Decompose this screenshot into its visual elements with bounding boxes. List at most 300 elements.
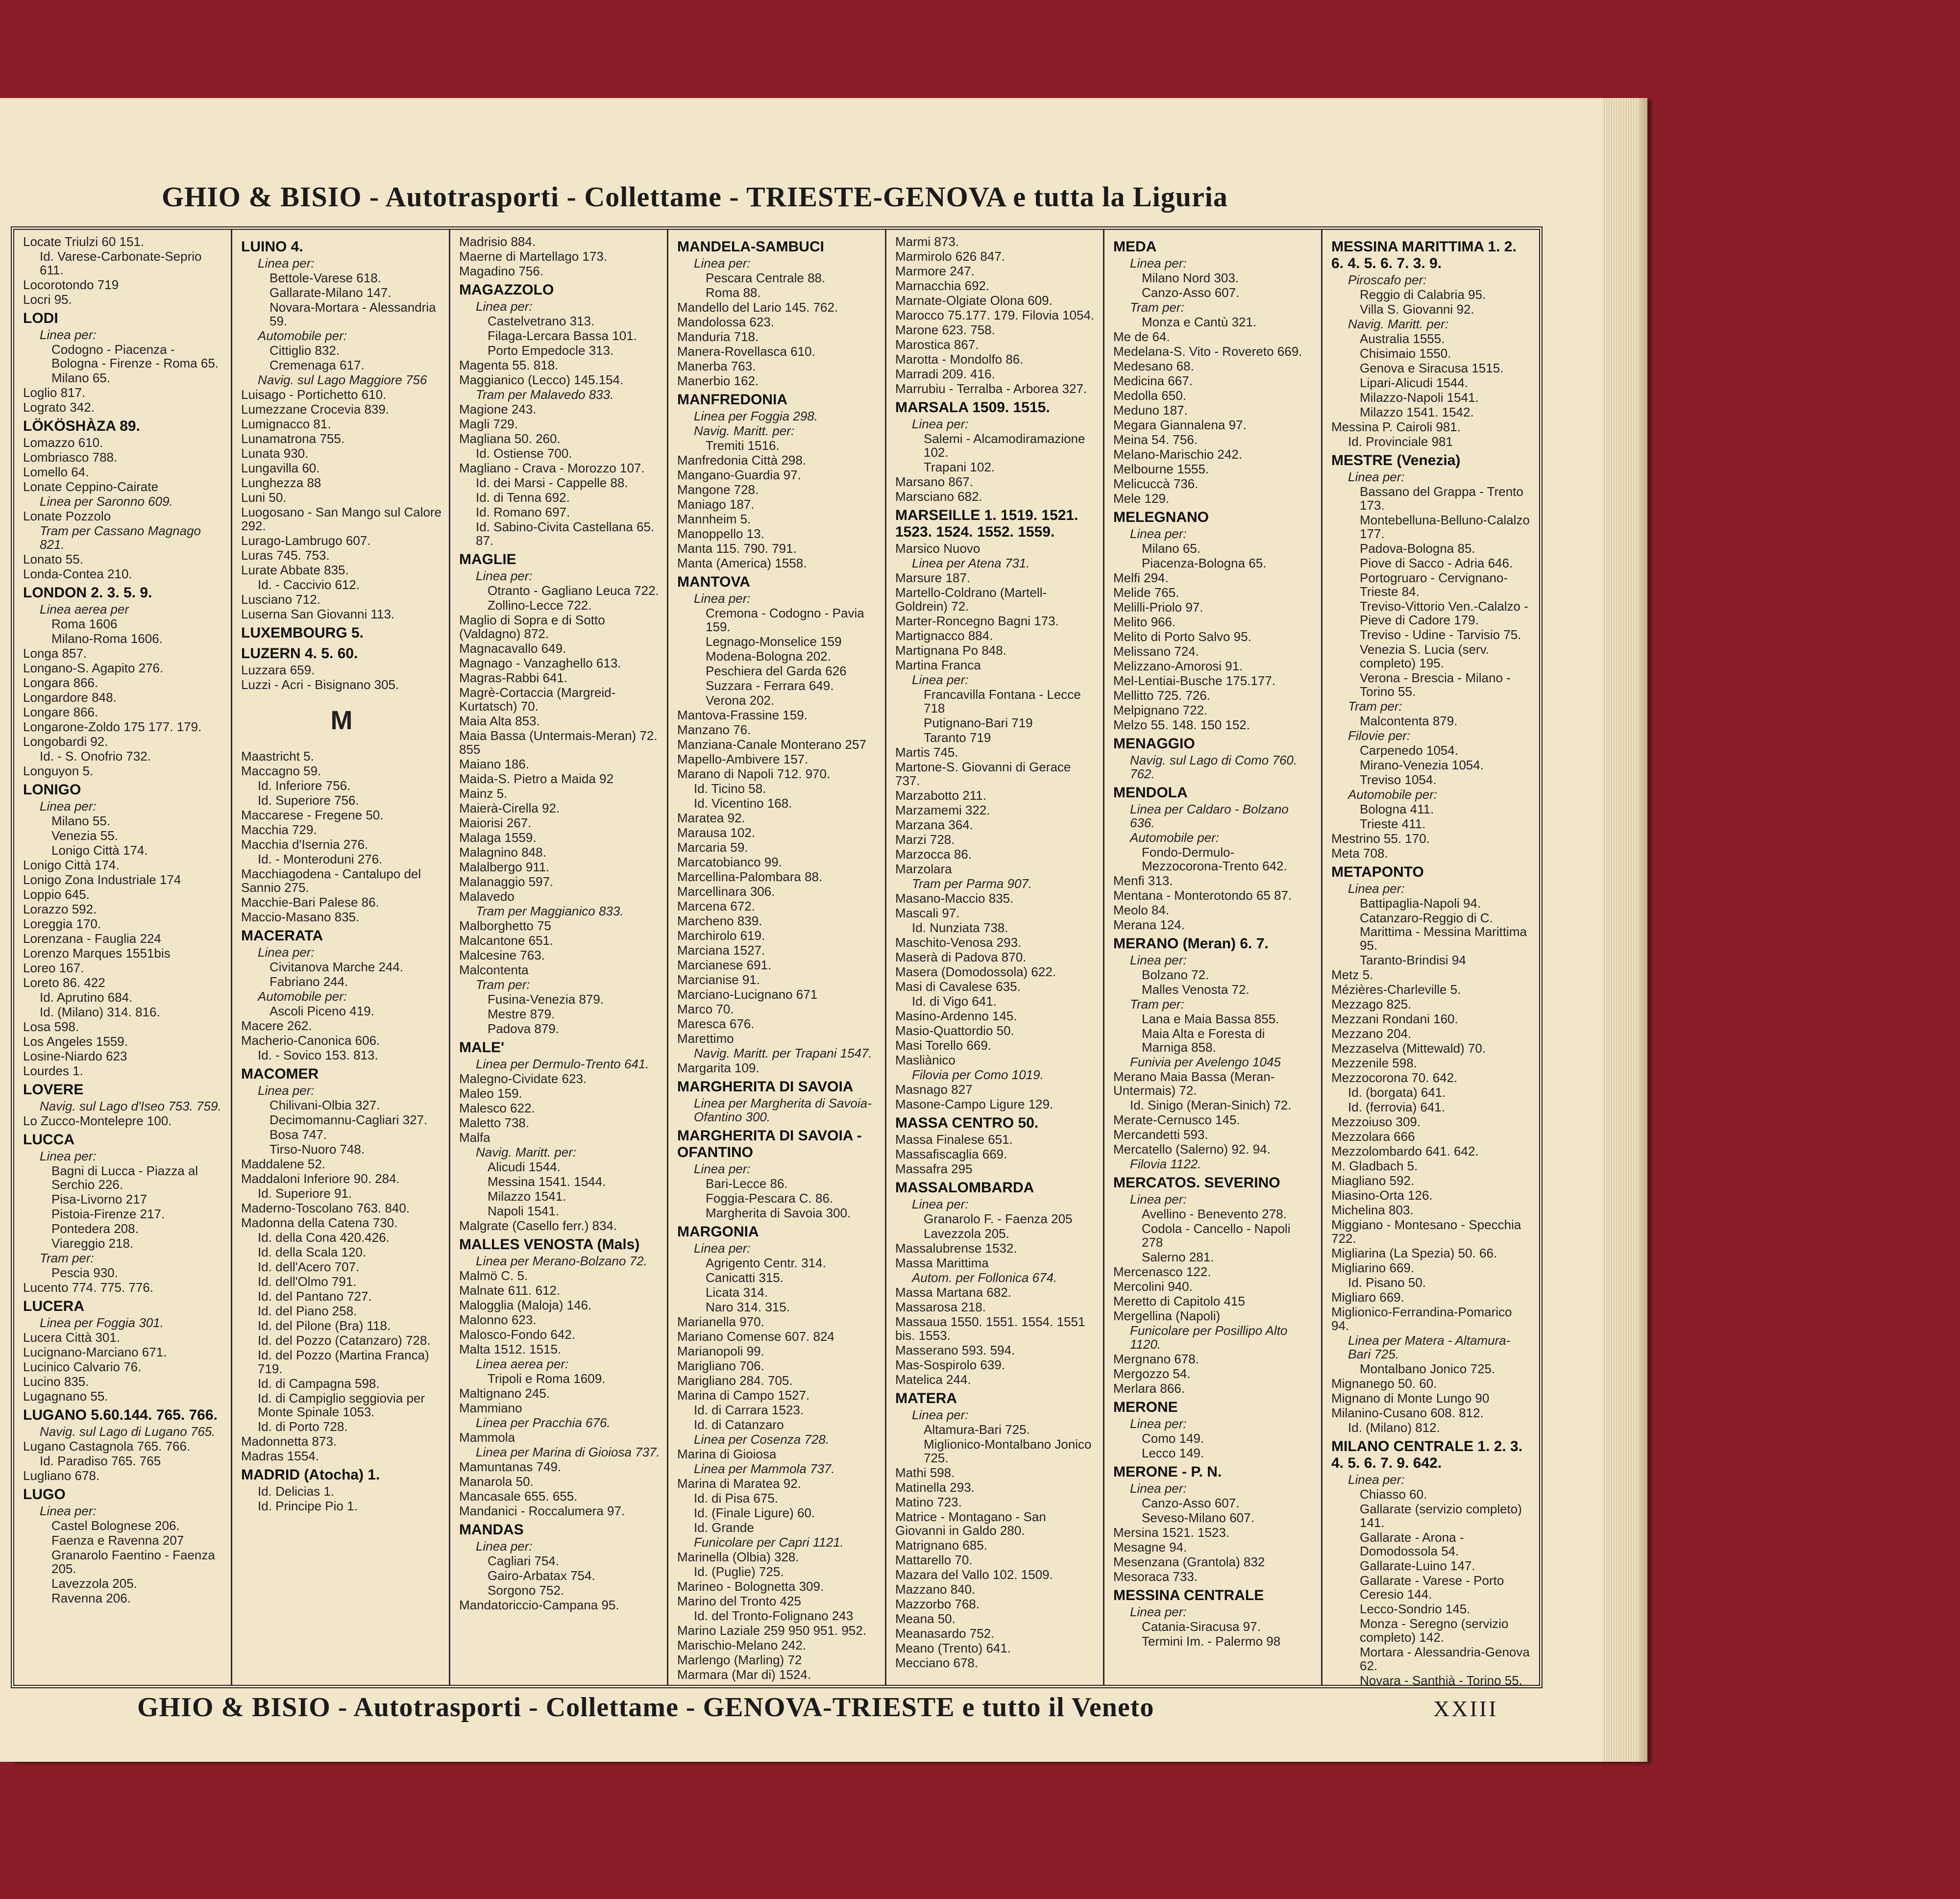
route-type-label: Funicolare per Posillipo Alto 1120. bbox=[1130, 1323, 1288, 1352]
directory-entry: Lorenzana - Fauglia 224 bbox=[23, 931, 161, 946]
directory-entry: Marcellinara 306. bbox=[677, 884, 775, 899]
directory-entry: Maleo 159. bbox=[459, 1086, 522, 1101]
directory-entry: Meano (Trento) 641. bbox=[895, 1641, 1011, 1655]
sub-entry: Milano 65. bbox=[1142, 541, 1200, 556]
directory-entry: Margarita 109. bbox=[677, 1060, 760, 1075]
directory-entry: Lurago-Lambrugo 607. bbox=[241, 533, 371, 548]
directory-entry: Lumezzane Crocevia 839. bbox=[241, 402, 390, 417]
directory-entry: Maderno-Toscolano 763. 840. bbox=[241, 1201, 410, 1215]
directory-entry: Luzzi - Acri - Bisignano 305. bbox=[241, 677, 399, 692]
sub-entry: Milano Nord 303. bbox=[1142, 271, 1239, 285]
station-heading: MENDOLA bbox=[1113, 785, 1188, 801]
page-footer: GHIO & BISIO - Autotrasporti - Collettame - GENOVA-TRIESTE e tutto il Veneto bbox=[137, 1692, 1154, 1723]
directory-entry: Luogosano - San Mango sul Calore 292. bbox=[241, 505, 442, 533]
route-type-label: Linea per: bbox=[912, 672, 969, 687]
directory-entry: Migliarino 669. bbox=[1331, 1260, 1415, 1275]
route-type-label: Tram per: bbox=[1130, 300, 1184, 315]
sub-entry: Id. di Carrara 1523. bbox=[694, 1403, 804, 1417]
directory-entry: Loppio 645. bbox=[23, 887, 90, 902]
station-heading: MERCATOS. SEVERINO bbox=[1113, 1175, 1280, 1191]
directory-entry: Maggianico (Lecco) 145.154. bbox=[459, 372, 624, 387]
sub-entry: Pontedera 208. bbox=[51, 1221, 139, 1236]
directory-entry: Lonigo Zona Industriale 174 bbox=[23, 872, 181, 887]
station-heading: LUCCA bbox=[23, 1132, 74, 1148]
sub-entry: Roma 88. bbox=[706, 285, 761, 300]
directory-entry: Maddaloni Inferiore 90. 284. bbox=[241, 1171, 400, 1186]
station-heading: MERANO (Meran) 6. 7. bbox=[1113, 936, 1269, 952]
directory-entry: Maccarese - Fregene 50. bbox=[241, 808, 384, 822]
route-type-label: Linea per: bbox=[1130, 526, 1187, 541]
sub-entry: Canzo-Asso 607. bbox=[1142, 1496, 1240, 1510]
directory-entry: Mattarello 70. bbox=[895, 1553, 973, 1567]
station-heading: MENAGGIO bbox=[1113, 736, 1195, 752]
directory-entry: Marradi 209. 416. bbox=[895, 367, 995, 381]
sub-entry: Id. di Porto 728. bbox=[258, 1419, 348, 1434]
sub-entry: Mestre 879. bbox=[488, 1007, 555, 1021]
station-heading: MASSA CENTRO 50. bbox=[895, 1115, 1039, 1131]
sub-entry: Id. Sinigo (Meran-Sinich) 72. bbox=[1130, 1098, 1292, 1112]
route-type-label: Linea per Merano-Bolzano 72. bbox=[476, 1254, 647, 1268]
directory-entry: Magrè-Cortaccia (Margreid-Kurtatsch) 70. bbox=[459, 685, 616, 714]
directory-entry: Masi Torello 669. bbox=[895, 1038, 992, 1053]
directory-entry: Lombriasco 788. bbox=[23, 450, 118, 465]
directory-entry: Masino-Ardenno 145. bbox=[895, 1009, 1017, 1023]
directory-entry: Megara Giannalena 97. bbox=[1113, 418, 1247, 432]
directory-entry: Lunamatrona 755. bbox=[241, 431, 345, 446]
route-type-label: Linea per Cosenza 728. bbox=[694, 1432, 830, 1447]
station-heading: MALLES VENOSTA (Mals) bbox=[459, 1236, 640, 1253]
directory-entry: Lomazzo 610. bbox=[23, 435, 103, 450]
directory-entry: Malogglia (Maloja) 146. bbox=[459, 1298, 592, 1312]
directory-entry: Mecciano 678. bbox=[895, 1655, 979, 1670]
directory-entry: Masano-Maccio 835. bbox=[895, 891, 1014, 906]
page-header: GHIO & BISIO - Autotrasporti - Collettame - TRIESTE-GENOVA e tutta la Liguria bbox=[162, 181, 1228, 213]
route-type-label: Automobile per: bbox=[258, 328, 347, 343]
sub-entry: Decimomannu-Cagliari 327. bbox=[270, 1112, 428, 1127]
station-heading: MILANO CENTRALE 1. 2. 3. 4. 5. 6. 7. 9. 642. bbox=[1331, 1438, 1523, 1471]
directory-entry: Mignano di Monte Lungo 90 bbox=[1331, 1391, 1490, 1406]
sub-entry: Gallarate - Varese - Porto Ceresio 144. bbox=[1360, 1573, 1504, 1602]
route-type-label: Linea aerea per bbox=[40, 602, 129, 617]
directory-entry: Medicina 667. bbox=[1113, 373, 1193, 388]
route-type-label: Tram per: bbox=[1130, 997, 1184, 1011]
directory-entry: Malgrate (Casello ferr.) 834. bbox=[459, 1218, 617, 1233]
station-heading: LUGO bbox=[23, 1486, 66, 1503]
directory-entry: Longano-S. Agapito 276. bbox=[23, 661, 164, 675]
directory-entry: Mersina 1521. 1523. bbox=[1113, 1525, 1230, 1540]
directory-entry: Luzzara 659. bbox=[241, 663, 315, 677]
directory-entry: Maserà di Padova 870. bbox=[895, 950, 1027, 964]
directory-entry: Marrubiu - Terralba - Arborea 327. bbox=[895, 381, 1087, 396]
directory-entry: Lonate Ceppino-Cairate bbox=[23, 479, 159, 494]
route-type-label: Linea per: bbox=[258, 256, 315, 271]
sub-entry: Id. dell'Olmo 791. bbox=[258, 1274, 357, 1289]
route-type-label: Linea per: bbox=[40, 799, 97, 814]
directory-entry: Mezzani Rondani 160. bbox=[1331, 1011, 1458, 1026]
sub-entry: Fusina-Venezia 879. bbox=[488, 992, 604, 1007]
directory-entry: Melpignano 722. bbox=[1113, 703, 1208, 717]
directory-entry: Mezzocorona 70. 642. bbox=[1331, 1070, 1458, 1085]
directory-entry: Marina di Maratea 92. bbox=[677, 1476, 801, 1491]
directory-entry: Marzabotto 211. bbox=[895, 788, 986, 803]
sub-entry: Catania-Siracusa 97. bbox=[1142, 1619, 1261, 1634]
directory-entry: Maastricht 5. bbox=[241, 749, 314, 764]
directory-entry: Malanaggio 597. bbox=[459, 874, 554, 889]
directory-entry: Maresca 676. bbox=[677, 1016, 755, 1031]
sub-entry: Carpenedo 1054. bbox=[1360, 743, 1458, 758]
directory-entry: Michelina 803. bbox=[1331, 1203, 1414, 1217]
directory-entry: Maddalene 52. bbox=[241, 1157, 326, 1171]
sub-entry: Reggio di Calabria 95. bbox=[1360, 287, 1486, 302]
sub-entry: Chilivani-Olbia 327. bbox=[270, 1098, 380, 1112]
sub-entry: Id. - Monteroduni 276. bbox=[258, 852, 383, 866]
sub-entry: Id. Aprutino 684. bbox=[40, 990, 133, 1005]
directory-entry: Melissano 724. bbox=[1113, 644, 1199, 659]
sub-entry: Bolzano 72. bbox=[1142, 967, 1209, 982]
directory-entry: Malagnino 848. bbox=[459, 845, 546, 860]
directory-entry: Malmö C. 5. bbox=[459, 1268, 528, 1283]
sub-entry: Pisa-Livorno 217 bbox=[51, 1192, 147, 1207]
station-heading: MEDA bbox=[1113, 239, 1157, 255]
route-type-label: Automobile per: bbox=[258, 989, 347, 1004]
sub-entry: Castelvetrano 313. bbox=[488, 314, 595, 328]
directory-column bbox=[14, 230, 232, 1685]
station-heading: MELEGNANO bbox=[1113, 509, 1209, 525]
directory-entry: Lugliano 678. bbox=[23, 1468, 100, 1483]
sub-entry: Porto Empedocle 313. bbox=[488, 343, 614, 358]
sub-entry: Canicatti 315. bbox=[706, 1270, 784, 1285]
directory-entry: Magnacavallo 649. bbox=[459, 641, 566, 656]
sub-entry: Id. Superiore 756. bbox=[258, 793, 359, 808]
directory-entry: Marsciano 682. bbox=[895, 489, 982, 504]
directory-entry: Lorenzo Marques 1551bis bbox=[23, 946, 171, 961]
sub-entry: Miglionico-Montalbano Jonico 725. bbox=[924, 1437, 1092, 1465]
directory-entry: Mezzolara 666 bbox=[1331, 1129, 1415, 1144]
route-type-label: Navig. Maritt. per: bbox=[476, 1145, 577, 1159]
sub-entry: Id. - Caccivio 612. bbox=[258, 577, 360, 592]
route-type-label: Linea per Atena 731. bbox=[912, 556, 1030, 570]
directory-entry: Massarosa 218. bbox=[895, 1300, 986, 1314]
directory-entry: Marzamemi 322. bbox=[895, 803, 990, 817]
directory-entry: Meanasardo 752. bbox=[895, 1626, 995, 1641]
directory-entry: Milanino-Cusano 608. 812. bbox=[1331, 1406, 1484, 1420]
directory-entry: Lonato 55. bbox=[23, 552, 83, 567]
station-heading: LOVERE bbox=[23, 1082, 84, 1098]
directory-entry: Meta 708. bbox=[1331, 846, 1388, 861]
directory-entry: Longa 857. bbox=[23, 646, 87, 661]
sub-entry: Milano-Roma 1606. bbox=[51, 631, 163, 646]
directory-entry: Mercolini 940. bbox=[1113, 1279, 1193, 1294]
directory-entry: Mammiano bbox=[459, 1401, 522, 1415]
sub-entry: Roma 1606 bbox=[51, 617, 118, 631]
sub-entry: Lana e Maia Bassa 855. bbox=[1142, 1011, 1279, 1026]
sub-entry: Suzzara - Ferrara 649. bbox=[706, 678, 834, 693]
route-type-label: Linea per: bbox=[1348, 881, 1405, 896]
directory-entry: Martina Franca bbox=[895, 658, 981, 672]
station-heading: MANDAS bbox=[459, 1522, 524, 1538]
directory-entry: Manta 115. 790. 791. bbox=[677, 541, 797, 556]
station-heading: MARSEILLE 1. 1519. 1521. 1523. 1524. 1552. 1559. bbox=[895, 507, 1078, 540]
sub-entry: Ravenna 206. bbox=[51, 1591, 131, 1605]
route-type-label: Navig. Maritt. per: bbox=[1348, 317, 1449, 331]
station-heading: MANTOVA bbox=[677, 574, 750, 590]
route-type-label: Linea per: bbox=[912, 1407, 969, 1422]
route-type-label: Automobile per: bbox=[1348, 787, 1438, 802]
station-heading: METAPONTO bbox=[1331, 864, 1424, 880]
directory-entry: Marano di Napoli 712. 970. bbox=[677, 766, 831, 781]
directory-entry: Masi di Cavalese 635. bbox=[895, 979, 1021, 994]
directory-entry: Meana 50. bbox=[895, 1611, 956, 1626]
directory-entry: Lograto 342. bbox=[23, 400, 95, 415]
directory-entry: Marostica 867. bbox=[895, 337, 979, 352]
directory-entry: Matrignano 685. bbox=[895, 1538, 987, 1553]
route-type-label: Linea per: bbox=[912, 1197, 969, 1211]
directory-entry: Mesagne 94. bbox=[1113, 1540, 1187, 1554]
station-heading: MESSINA MARITTIMA 1. 2. 6. 4. 5. 6. 7. 3. 9. bbox=[1331, 239, 1517, 271]
route-type-label: Tram per Cassano Magnago 821. bbox=[40, 523, 201, 552]
directory-entry: Mezzano 204. bbox=[1331, 1026, 1412, 1041]
sub-entry: Verona 202. bbox=[706, 693, 775, 708]
sub-entry: Id. di Pisa 675. bbox=[694, 1491, 778, 1505]
directory-entry: Mele 129. bbox=[1113, 491, 1170, 506]
sub-entry: Treviso - Udine - Tarvisio 75. bbox=[1360, 627, 1521, 642]
directory-entry: Massa Martana 682. bbox=[895, 1285, 1012, 1300]
directory-entry: Marzocca 86. bbox=[895, 847, 972, 862]
sub-entry: Id. Inferiore 756. bbox=[258, 778, 351, 793]
sub-entry: Trapani 102. bbox=[924, 460, 995, 474]
directory-entry: Massafiscaglia 669. bbox=[895, 1147, 1007, 1161]
sub-entry: Pescara Centrale 88. bbox=[706, 271, 826, 285]
sub-entry: Margherita di Savoia 300. bbox=[706, 1206, 851, 1220]
sub-entry: Id. Ticino 58. bbox=[694, 781, 766, 796]
directory-entry: Marnacchia 692. bbox=[895, 278, 990, 293]
sub-entry: Gallarate-Luino 147. bbox=[1360, 1558, 1475, 1573]
directory-entry: Magadino 756. bbox=[459, 264, 544, 278]
sub-entry: Id. (Milano) 314. 816. bbox=[40, 1005, 160, 1019]
sub-entry: Salemi - Alcamodiramazione 102. bbox=[924, 431, 1085, 460]
sub-entry: Peschiera del Garda 626 bbox=[706, 664, 847, 678]
directory-entry: Maniago 187. bbox=[677, 497, 755, 512]
directory-entry: Magione 243. bbox=[459, 402, 537, 417]
sub-entry: Id. di Campagna 598. bbox=[258, 1376, 380, 1391]
station-heading: LUGANO 5.60.144. 765. 766. bbox=[23, 1407, 218, 1423]
directory-entry: Manfredonia Città 298. bbox=[677, 453, 807, 468]
directory-column bbox=[668, 230, 886, 1685]
sub-entry: Id. (Puglie) 725. bbox=[694, 1564, 784, 1579]
directory-entry: Mandanici - Roccalumera 97. bbox=[459, 1504, 625, 1518]
directory-entry: Mentana - Monterotondo 65 87. bbox=[1113, 888, 1292, 903]
directory-entry: Luisago - Portichetto 610. bbox=[241, 387, 387, 402]
directory-column bbox=[1323, 230, 1539, 1685]
station-heading: MANDELA-SAMBUCI bbox=[677, 239, 824, 255]
directory-entry: Melizzano-Amorosi 91. bbox=[1113, 659, 1243, 673]
directory-entry: Miglionico-Ferrandina-Pomarico 94. bbox=[1331, 1305, 1512, 1333]
directory-entry: Marmi 873. bbox=[895, 234, 959, 249]
directory-entry: Martone-S. Giovanni di Gerace 737. bbox=[895, 760, 1071, 788]
directory-entry: Luras 745. 753. bbox=[241, 548, 330, 563]
route-type-label: Automobile per: bbox=[1130, 830, 1220, 845]
directory-entry: Mazzano 840. bbox=[895, 1582, 976, 1597]
directory-entry: Masserano 593. 594. bbox=[895, 1343, 1015, 1357]
sub-entry: Id. di Catanzaro bbox=[694, 1417, 784, 1432]
sub-entry: Cremenaga 617. bbox=[270, 358, 365, 372]
route-type-label: Tram per Parma 907. bbox=[912, 876, 1032, 891]
directory-entry: Martello-Coldrano (Martell-Goldrein) 72. bbox=[895, 585, 1047, 614]
directory-entry: Mezzoiuso 309. bbox=[1331, 1114, 1421, 1129]
sub-entry: Cremona - Codogno - Pavia 159. bbox=[706, 606, 864, 634]
directory-entry: Maia Alta 853. bbox=[459, 714, 540, 728]
directory-entry: Masera (Domodossola) 622. bbox=[895, 964, 1056, 979]
directory-entry: Menfi 313. bbox=[1113, 873, 1173, 888]
directory-entry: Lourdes 1. bbox=[23, 1063, 83, 1078]
directory-entry: Masone-Campo Ligure 129. bbox=[895, 1097, 1054, 1111]
directory-entry: Mammola bbox=[459, 1430, 515, 1445]
route-type-label: Linea per: bbox=[1130, 1192, 1187, 1207]
sub-entry: Gallarate - Arona - Domodossola 54. bbox=[1360, 1530, 1464, 1558]
directory-column bbox=[450, 230, 668, 1685]
directory-entry: Mainz 5. bbox=[459, 786, 508, 801]
directory-entry: Merano Maia Bassa (Meran-Untermais) 72. bbox=[1113, 1069, 1275, 1098]
sub-entry: Francavilla Fontana - Lecce 718 bbox=[924, 687, 1081, 715]
sub-entry: Naro 314. 315. bbox=[706, 1300, 790, 1314]
directory-entry: Loreto 86. 422 bbox=[23, 975, 105, 990]
directory-entry: Melilli-Priolo 97. bbox=[1113, 600, 1203, 615]
directory-entry: Malegno-Cividate 623. bbox=[459, 1071, 587, 1086]
directory-entry: Mel-Lentiai-Busche 175.177. bbox=[1113, 673, 1275, 688]
sub-entry: Pistoia-Firenze 217. bbox=[51, 1207, 165, 1221]
sub-entry: Napoli 1541. bbox=[488, 1204, 559, 1218]
directory-entry: Lorazzo 592. bbox=[23, 902, 97, 916]
directory-entry: Lucinico Calvario 76. bbox=[23, 1359, 142, 1374]
directory-entry: Lumignacco 81. bbox=[241, 417, 331, 431]
sub-entry: Treviso-Vittorio Ven.-Calalzo - Pieve di Cadore 179. bbox=[1360, 599, 1528, 627]
sub-entry: Zollino-Lecce 722. bbox=[488, 598, 592, 613]
directory-entry: Marmirolo 626 847. bbox=[895, 249, 1005, 264]
route-type-label: Autom. per Follonica 674. bbox=[912, 1270, 1057, 1285]
directory-entry: Marlengo (Marling) 72 bbox=[677, 1652, 802, 1667]
directory-entry: Manarola 50. bbox=[459, 1474, 534, 1489]
station-heading: LODI bbox=[23, 310, 58, 326]
directory-entry: Marina di Gioiosa bbox=[677, 1447, 777, 1461]
station-heading: MARSALA 1509. 1515. bbox=[895, 399, 1050, 416]
sub-entry: Novara - Santhià - Torino 55. bbox=[1360, 1673, 1522, 1685]
directory-entry: Madonnetta 873. bbox=[241, 1434, 337, 1449]
directory-entry: Maierà-Cirella 92. bbox=[459, 801, 560, 815]
directory-entry: Marianella 970. bbox=[677, 1314, 764, 1329]
sub-entry: Alicudi 1544. bbox=[488, 1159, 561, 1174]
route-type-label: Linea per: bbox=[1130, 1481, 1187, 1496]
route-type-label: Funivia per Avelengo 1045 bbox=[1130, 1055, 1281, 1069]
directory-entry: Matino 723. bbox=[895, 1495, 962, 1509]
route-type-label: Tram per Maggianico 833. bbox=[476, 904, 624, 918]
directory-entry: Lucera Città 301. bbox=[23, 1330, 121, 1345]
directory-entry: Matrice - Montagano - San Giovanni in Galdo 280. bbox=[895, 1509, 1046, 1538]
directory-entry: Marmore 247. bbox=[895, 264, 975, 278]
sub-entry: Taranto 719 bbox=[924, 730, 991, 745]
sub-entry: Taranto-Brindisi 94 bbox=[1360, 953, 1466, 967]
directory-entry: Maiorisi 267. bbox=[459, 815, 532, 830]
directory-entry: Marchirolo 619. bbox=[677, 928, 765, 943]
section-letter: M bbox=[330, 706, 353, 735]
directory-entry: Maccio-Masano 835. bbox=[241, 910, 360, 924]
directory-entry: Longarone-Zoldo 175 177. 179. bbox=[23, 719, 202, 734]
directory-entry: Lurate Abbate 835. bbox=[241, 563, 349, 577]
directory-entry: Londa-Contea 210. bbox=[23, 567, 132, 581]
route-type-label: Linea per Mammola 737. bbox=[694, 1461, 835, 1476]
sub-entry: Id. Ostiense 700. bbox=[476, 446, 572, 461]
directory-entry: Miagliano 592. bbox=[1331, 1173, 1415, 1188]
sub-entry: Id. Romano 697. bbox=[476, 505, 570, 519]
directory-entry: Marcianise 91. bbox=[677, 972, 760, 987]
directory-entry: Lugagnano 55. bbox=[23, 1389, 108, 1404]
sub-entry: Messina 1541. 1544. bbox=[488, 1174, 606, 1189]
directory-entry: Mangone 728. bbox=[677, 482, 759, 497]
directory-entry: Malnate 611. 612. bbox=[459, 1283, 561, 1298]
directory-entry: Medolla 650. bbox=[1113, 388, 1186, 403]
sub-entry: Malcontenta 879. bbox=[1360, 714, 1458, 728]
sub-entry: Avellino - Benevento 278. bbox=[1142, 1207, 1287, 1221]
directory-entry: Losine-Niardo 623 bbox=[23, 1049, 127, 1063]
route-type-label: Filovia per Como 1019. bbox=[912, 1067, 1044, 1082]
sub-entry: Id. Vicentino 168. bbox=[694, 796, 792, 811]
station-heading: MACOMER bbox=[241, 1066, 319, 1082]
directory-entry: Mergozzo 54. bbox=[1113, 1366, 1191, 1381]
sub-entry: Id. (Finale Ligure) 60. bbox=[694, 1505, 815, 1520]
sub-entry: Granarolo F. - Faenza 205 bbox=[924, 1211, 1073, 1226]
directory-entry: Maglio di Sopra e di Sotto (Valdagno) 872. bbox=[459, 613, 605, 641]
route-type-label: Linea per: bbox=[1130, 1604, 1187, 1619]
directory-entry: Magliano - Crava - Morozzo 107. bbox=[459, 461, 645, 475]
route-type-label: Linea per Caldaro - Bolzano 636. bbox=[1130, 802, 1289, 830]
sub-entry: Bagni di Lucca - Piazza al Serchio 226. bbox=[51, 1163, 198, 1192]
directory-entry: Metz 5. bbox=[1331, 967, 1373, 982]
directory-entry: Marineo - Bolognetta 309. bbox=[677, 1579, 824, 1594]
route-type-label: Linea per: bbox=[476, 1539, 533, 1554]
sub-entry: Filaga-Lercara Bassa 101. bbox=[488, 328, 637, 343]
directory-entry: Longobardi 92. bbox=[23, 734, 108, 749]
route-type-label: Linea per: bbox=[694, 256, 751, 271]
directory-entry: Lusciano 712. bbox=[241, 592, 320, 607]
directory-entry: Maia Bassa (Untermais-Meran) 72. 855 bbox=[459, 728, 658, 757]
directory-entry: Lomello 64. bbox=[23, 465, 89, 479]
sub-entry: Milazzo 1541. 1542. bbox=[1360, 405, 1474, 419]
sub-entry: Ascoli Piceno 419. bbox=[270, 1004, 374, 1018]
directory-entry: Maiano 186. bbox=[459, 757, 530, 771]
sub-entry: Cittiglio 832. bbox=[270, 343, 340, 358]
route-type-label: Linea per: bbox=[1348, 469, 1405, 484]
sub-entry: Cagliari 754. bbox=[488, 1554, 559, 1568]
directory-entry: Mézières-Charleville 5. bbox=[1331, 982, 1461, 997]
station-heading: MESTRE (Venezia) bbox=[1331, 452, 1461, 469]
sub-entry: Lavezzola 205. bbox=[924, 1226, 1009, 1241]
sub-entry: Genova e Siracusa 1515. bbox=[1360, 361, 1504, 375]
route-type-label: Filovie per: bbox=[1348, 728, 1411, 743]
directory-entry: Meretto di Capitolo 415 bbox=[1113, 1294, 1245, 1308]
sub-entry: Chisimaio 1550. bbox=[1360, 346, 1451, 361]
page-fore-edge bbox=[1602, 98, 1638, 1762]
sub-entry: Id. dei Marsi - Cappelle 88. bbox=[476, 475, 628, 490]
directory-entry: Massaua 1550. 1551. 1554. 1551 bis. 1553. bbox=[895, 1314, 1085, 1343]
sub-entry: Codola - Cancello - Napoli 278 bbox=[1142, 1221, 1291, 1250]
route-type-label: Tram per: bbox=[1348, 699, 1402, 714]
sub-entry: Civitanova Marche 244. bbox=[270, 960, 404, 974]
route-type-label: Linea per Pracchia 676. bbox=[476, 1415, 611, 1430]
directory-entry: Melicuccà 736. bbox=[1113, 476, 1199, 491]
sub-entry: Novara-Mortara - Alessandria 59. bbox=[270, 300, 436, 328]
sub-entry: Venezia S. Lucia (serv. completo) 195. bbox=[1360, 642, 1489, 670]
route-type-label: Linea per: bbox=[1348, 1472, 1405, 1487]
directory-entry: Maratea 92. bbox=[677, 811, 745, 825]
